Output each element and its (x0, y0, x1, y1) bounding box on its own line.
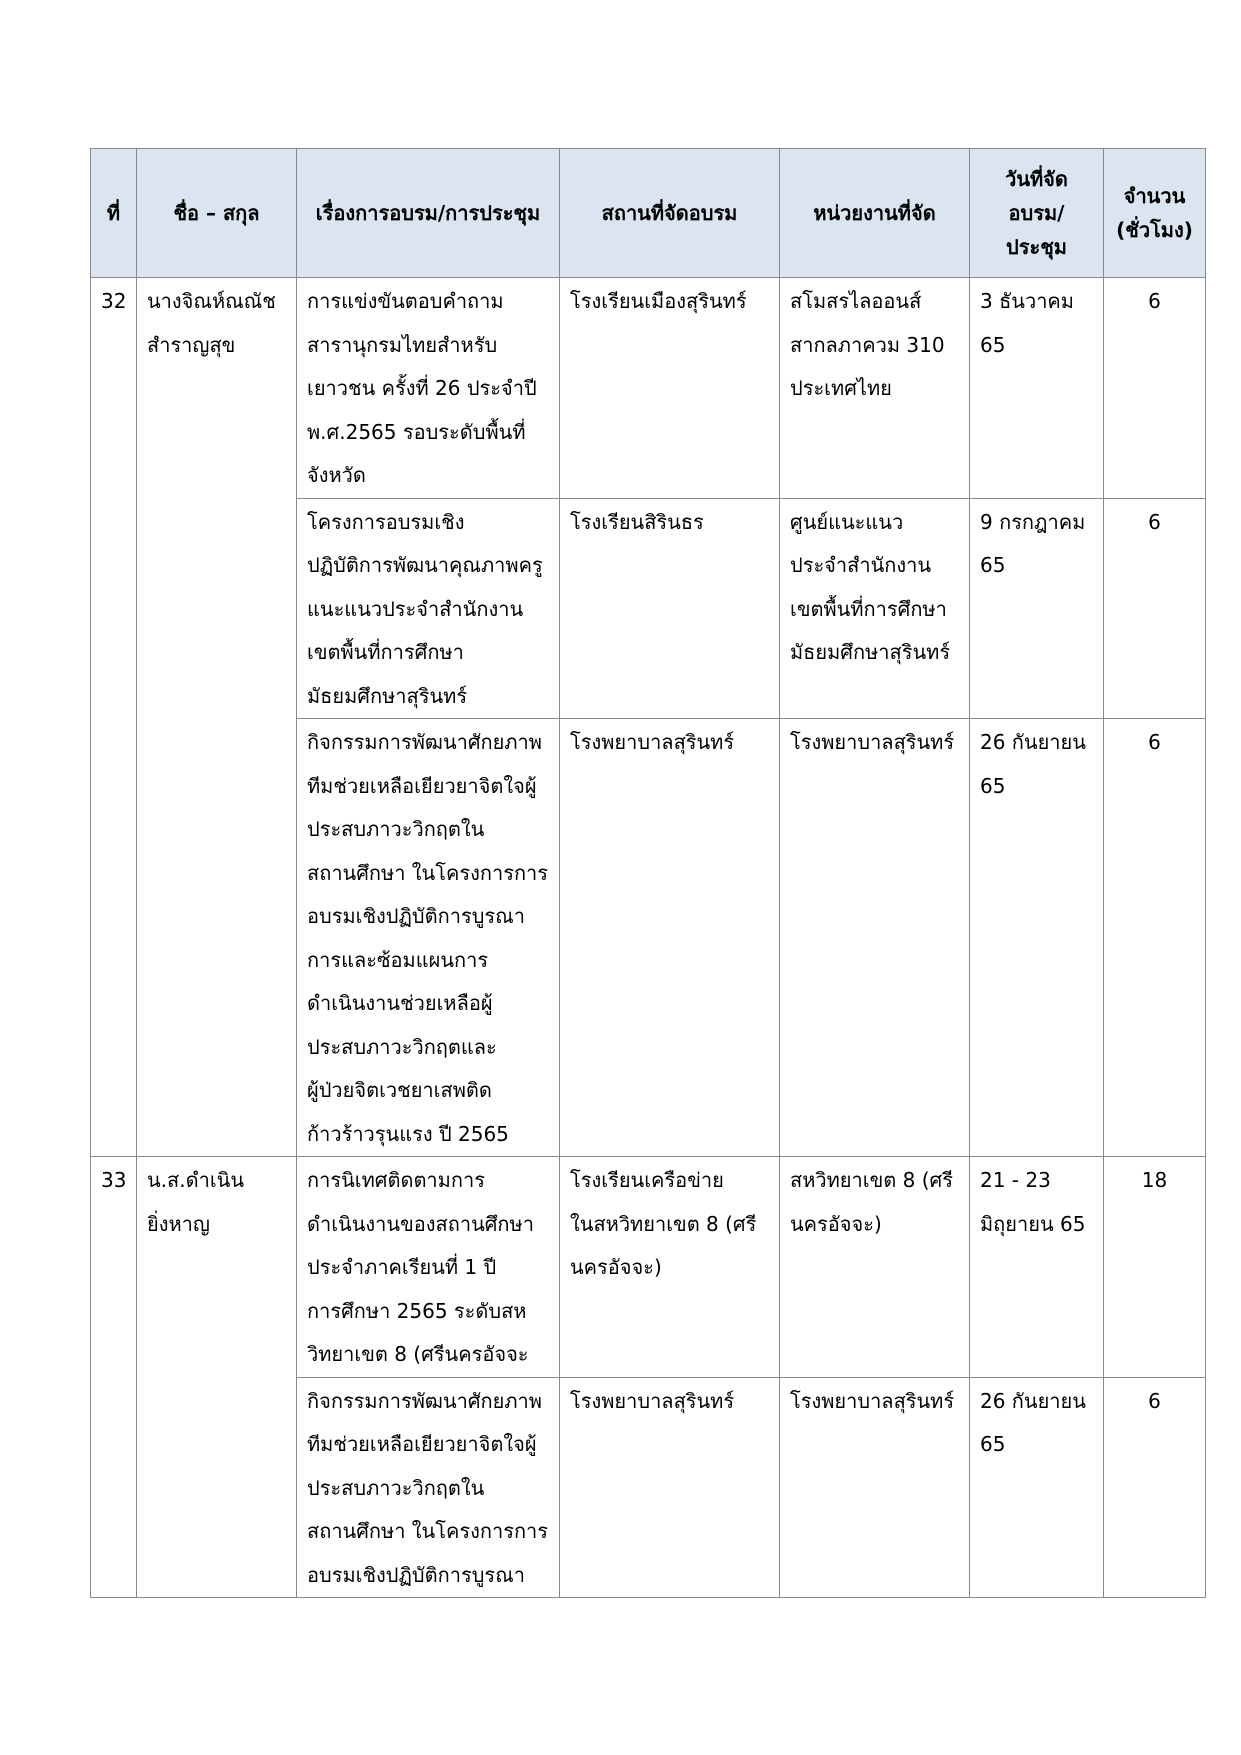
header-organizer: หน่วยงานที่จัด (780, 149, 970, 278)
table-row (91, 1157, 1206, 1378)
training-hours: 6 (1104, 278, 1206, 499)
training-hours: 6 (1104, 1377, 1206, 1598)
header-hours-line: จำนวน (1123, 184, 1186, 208)
training-venue: โรงเรียนเครือข่าย ในสหวิทยาเขต 8 (ศรี นครอัจจะ) (560, 1157, 780, 1378)
training-venue: โรงพยาบาลสุรินทร์ (560, 1377, 780, 1598)
training-topic: โครงการอบรมเชิง ปฏิบัติการพัฒนาคุณภาพครู แนะแนวประจำสำนักงาน เขตพื้นที่การศึกษา มัธยมศึกษาสุรินทร์ (297, 498, 560, 719)
training-records-table (90, 148, 1206, 1598)
header-hours (1104, 149, 1206, 278)
header-date-line: วันที่จัด (1005, 167, 1068, 191)
training-topic: กิจกรรมการพัฒนาศักยภาพ ทีมช่วยเหลือเยียวยาจิตใจผู้ ประสบภาวะวิกฤตใน สถานศึกษา ในโครงการการ อบรมเชิงปฏิบัติการบูรณา (297, 1377, 560, 1598)
training-hours: 18 (1104, 1157, 1206, 1378)
training-hours: 6 (1104, 498, 1206, 719)
header-date-line: ประชุม (1006, 235, 1067, 259)
training-date: 9 กรกฎาคม 65 (970, 498, 1104, 719)
training-hours: 6 (1104, 719, 1206, 1157)
person-name: นางจิณห์ณณัช สำราญสุข (137, 278, 297, 1157)
training-topic: การแข่งขันตอบคำถาม สารานุกรมไทยสำหรับ เยาวชน ครั้งที่ 26 ประจำปี พ.ศ.2565 รอบระดับพื้นที่ จังหวัด (297, 278, 560, 499)
header-topic: เรื่องการอบรม/การประชุม (297, 149, 560, 278)
training-date: 21 - 23 มิถุยายน 65 (970, 1157, 1104, 1378)
training-venue: โรงเรียนเมืองสุรินทร์ (560, 278, 780, 499)
training-organizer: ศูนย์แนะแนว ประจำสำนักงาน เขตพื้นที่การศึกษา มัธยมศึกษาสุรินทร์ (780, 498, 970, 719)
training-date: 26 กันยายน 65 (970, 719, 1104, 1157)
header-venue: สถานที่จัดอบรม (560, 149, 780, 278)
header-row (91, 149, 1206, 278)
training-date: 26 กันยายน 65 (970, 1377, 1104, 1598)
row-number: 33 (91, 1157, 137, 1598)
training-topic: กิจกรรมการพัฒนาศักยภาพ ทีมช่วยเหลือเยียวยาจิตใจผู้ ประสบภาวะวิกฤตใน สถานศึกษา ในโครงการการ อบรมเชิงปฏิบัติการบูรณา การและซ้อมแผนการ ดำเนินงานช่วยเหลือผู้ ประสบภาวะวิกฤตและ ผู้ป่วยจิตเวชยาเสพติด ก้าวร้าวรุนแรง ปี 2565 (297, 719, 560, 1157)
row-number: 32 (91, 278, 137, 1157)
training-venue: โรงเรียนสิรินธร (560, 498, 780, 719)
header-date-line: อบรม/ (1008, 201, 1065, 225)
training-date: 3 ธันวาคม 65 (970, 278, 1104, 499)
training-organizer: สโมสรไลออนส์ สากลภาควม 310 ประเทศไทย (780, 278, 970, 499)
training-topic: การนิเทศติดตามการ ดำเนินงานของสถานศึกษา ประจำภาคเรียนที่ 1 ปี การศึกษา 2565 ระดับสห วิทยาเขต 8 (ศรีนครอัจจะ (297, 1157, 560, 1378)
person-name: น.ส.ดำเนิน ยิ่งหาญ (137, 1157, 297, 1598)
header-no: ที่ (91, 149, 137, 278)
training-organizer: สหวิทยาเขต 8 (ศรี นครอัจจะ) (780, 1157, 970, 1378)
training-organizer: โรงพยาบาลสุรินทร์ (780, 1377, 970, 1598)
training-venue: โรงพยาบาลสุรินทร์ (560, 719, 780, 1157)
training-organizer: โรงพยาบาลสุรินทร์ (780, 719, 970, 1157)
table-row (91, 278, 1206, 499)
header-name: ชื่อ – สกุล (137, 149, 297, 278)
header-date (970, 149, 1104, 278)
header-hours-line: (ชั่วโมง) (1116, 218, 1193, 242)
